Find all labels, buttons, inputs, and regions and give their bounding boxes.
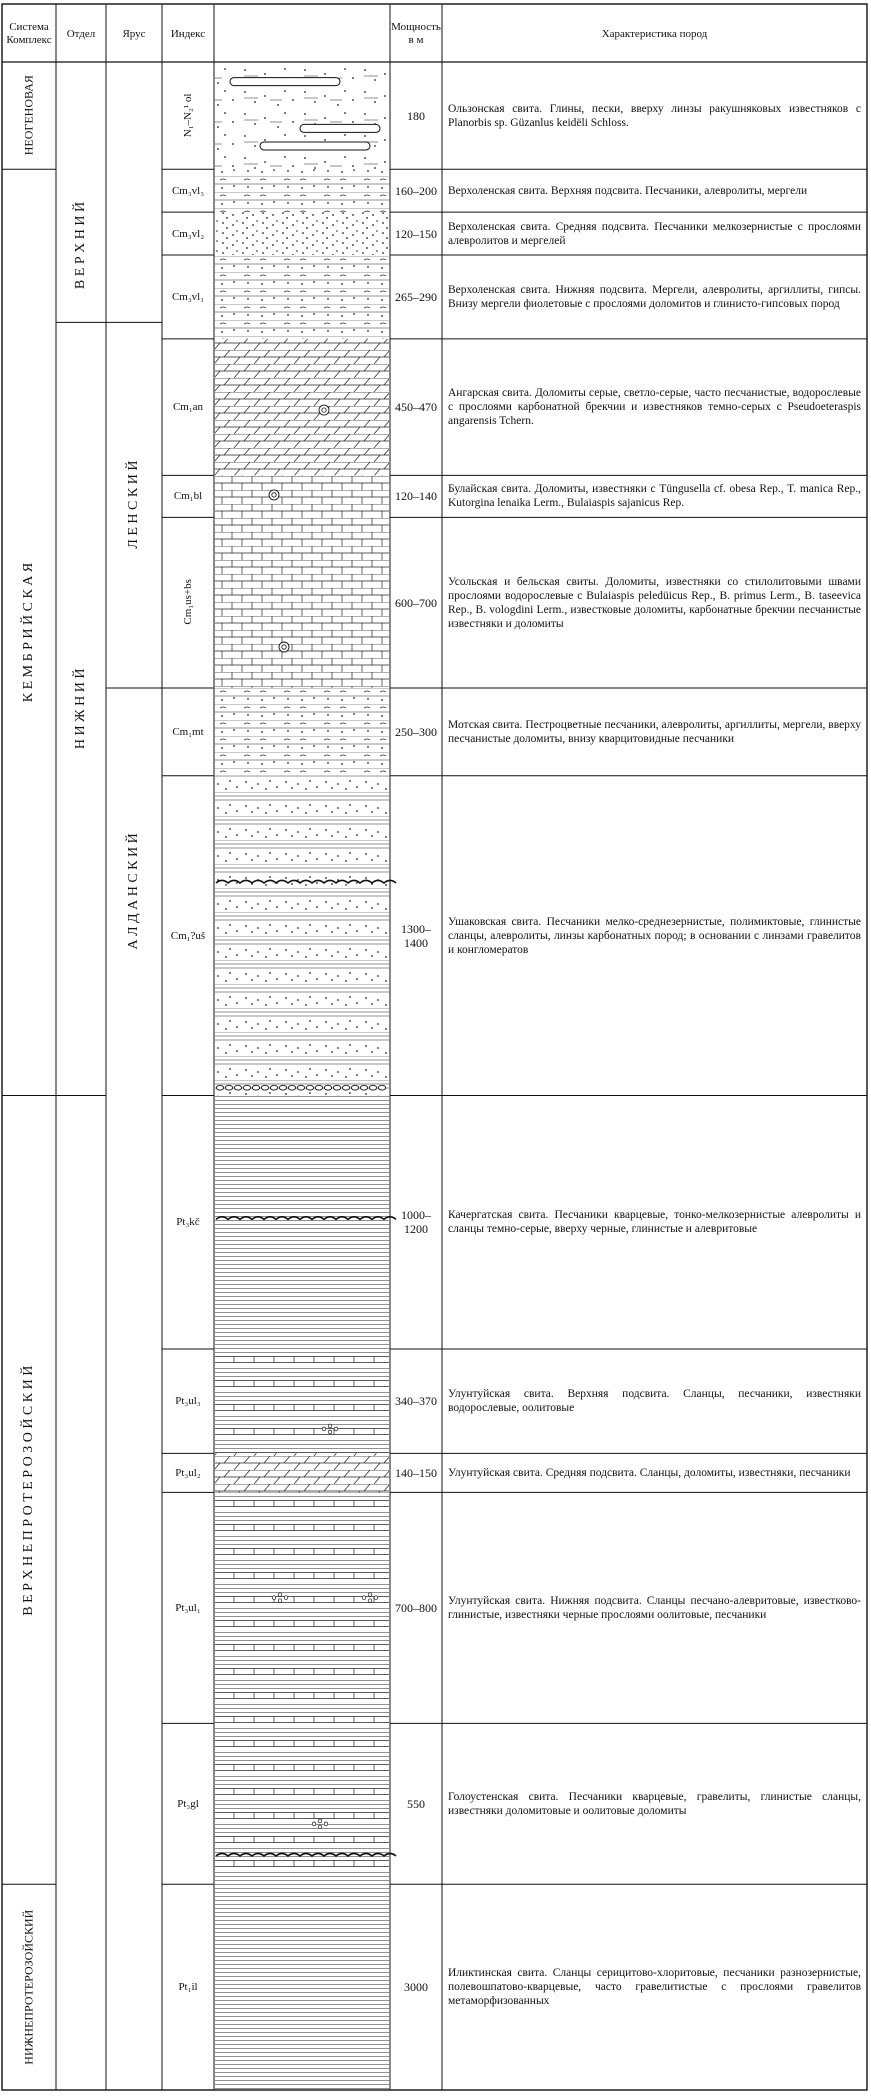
unit-description-3: Верхоленская свита. Нижняя подсвита. Мергели, алевролиты, аргиллиты, гипсы. Внизу мергели фиолетовые с прослоями доломитов и глинисто-гипсовых пород [448,283,861,310]
unit-thickness-3: 265–290 [395,289,437,304]
header-description: Характеристика пород [601,27,708,40]
header-thickness: Мощность в м [391,21,441,46]
lithology-12 [215,1492,389,1723]
unit-description-0: Ользонская свита. Глины, пески, вверху линзы ракушняковых известняков с Planorbis sp. Güzanlus keidëli Schloss. [448,102,861,129]
conglomerate-pebble [243,1085,250,1090]
conglomerate-pebble [234,1085,241,1090]
unit-index-14: Pt₁il [178,1981,198,1994]
conglomerate-pebble [225,1085,232,1090]
conglomerate-pebble [270,1085,277,1090]
conglomerate-pebble [288,1085,295,1090]
lithology-13 [215,1723,389,1884]
conglomerate-pebble [378,1085,385,1090]
unit-thickness-12: 700–800 [395,1600,437,1615]
unit-description-11: Улунтуйская свита. Средняя подсвита. Сланцы, доломиты, известняки, песчаники [448,1466,851,1479]
conglomerate-pebble [351,1085,358,1090]
oolite-symbol [368,1593,372,1597]
unit-index-5: Cm₁bl [173,490,203,503]
unit-index-0: N₁–N₂¹ ol [182,93,194,138]
system-label-1: К Е М Б Р И Й С К А Я [21,562,36,703]
unit-description-14: Иликтинская свита. Сланцы серицитово-хлоритовые, песчаники разнозернистые, полевошпатово-кварцевые, часто гравелитистые с прослоями гравелитов метаморфизованных [448,1967,861,2008]
oolite-symbol [328,1430,332,1434]
oolite-symbol [312,1822,316,1826]
conglomerate-pebble [369,1085,376,1090]
unit-description-7: Мотская свита. Пестроцветные песчаники, алевролиты, аргиллиты, мергели, вверху песчанистые доломиты, внизу кварцитовидные песчаники [448,718,861,745]
lithology-3 [215,255,389,339]
unit-description-4: Ангарская свита. Доломиты серые, светло-серые, часто песчанистые, водорослевые с прослоями карбонатной брекчии и известняков темно-серых с Pseudoeteraspis angarensis Tchern. [448,387,861,428]
lithology-7 [215,688,389,776]
unit-description-13: Голоустенская свита. Песчаники кварцевые, гравелиты, глинистые сланцы, известняки доломитовые и оолитовые доломиты [448,1790,861,1817]
header-index: Индекс [170,27,206,40]
oolite-symbol [318,1825,322,1829]
unit-index-3: Cm₃vl₁ [171,290,205,303]
unit-index-1: Cm₃vl₃ [171,184,205,197]
shell-lens [260,142,370,150]
unit-thickness-13: 550 [407,1796,425,1811]
conglomerate-pebble [324,1085,331,1090]
unit-index-12: Pt₃ul₁ [175,1601,201,1614]
system-label-2: В Е Р Х Н Е П Р О Т Е Р О З О Й С К И Й [21,1364,36,1615]
unit-index-2: Cm₃vl₂ [171,227,205,240]
unit-thickness-6: 600–700 [395,595,437,610]
conglomerate-pebble [315,1085,322,1090]
lithology-5 [215,475,389,517]
lithology-4 [215,339,389,476]
header-division: Отдел [66,27,96,40]
unit-description-2: Верхоленская свита. Средняя подсвита. Песчаники мелкозернистые с прослоями алевролитов и мергелей [448,220,861,247]
stage-label-0: Л Е Н С К И Й [126,461,141,550]
unit-description-8: Ушаковская свита. Песчаники мелко-среднезернистые, полимиктовые, глинистые сланцы, алевролиты, линзы карбонатных пород; в основании с линзами гравелитов и конгломератов [448,915,861,956]
unit-index-11: Pt₃ul₂ [175,1466,201,1479]
unit-thickness-7: 250–300 [395,724,437,739]
unit-thickness-8: 1300–1400 [401,921,431,950]
fossil-symbol [319,405,329,415]
lithology-1 [215,169,389,212]
lithology-6 [215,517,389,688]
unit-index-7: Cm₁mt [172,725,204,738]
unit-description-9: Качергатская свита. Песчаники кварцевые, тонко-мелкозернистые алевролиты и сланцы темно-серые, вверху черные, глинистые и алевритовые [448,1209,861,1236]
header-system: Система Комплекс [6,21,52,46]
unit-description-10: Улунтуйская свита. Верхняя подсвита. Сланцы, песчаники, известняки водорослевые, оолитовые [448,1388,861,1415]
oolite-symbol [278,1593,282,1597]
unit-thickness-2: 120–150 [395,226,437,241]
conglomerate-pebble [216,1085,223,1090]
unit-thickness-11: 140–150 [395,1465,437,1480]
unit-description-12: Улунтуйская свита. Нижняя подсвита. Сланцы песчано-алевритовые, известково-глинистые, известняки черные прослоями оолитовые, песчаники [448,1594,861,1621]
conglomerate-pebble [342,1085,349,1090]
system-label-0: НЕОГЕНОВАЯ [21,75,36,156]
oolite-symbol [368,1599,372,1603]
oolite-symbol [272,1596,276,1600]
unit-thickness-9: 1000–1200 [401,1208,431,1237]
unit-index-4: Cm₁an [172,401,204,414]
conglomerate-pebble [360,1085,367,1090]
conglomerate-pebble [279,1085,286,1090]
unit-index-10: Pt₃ul₃ [175,1395,201,1408]
unit-index-8: Cm₁?uš [170,929,206,942]
oolite-symbol [284,1596,288,1600]
unit-thickness-10: 340–370 [395,1394,437,1409]
unit-thickness-1: 160–200 [395,183,437,198]
conglomerate-pebble [297,1085,304,1090]
conglomerate-pebble [252,1085,259,1090]
division-label-1: Н И Ж Н И Й [73,668,88,750]
header-stage: Ярус [122,27,146,40]
oolite-symbol [324,1822,328,1826]
conglomerate-pebble [261,1085,268,1090]
lithology-9 [215,1096,389,1350]
oolite-symbol [328,1424,332,1428]
oolite-symbol [278,1599,282,1603]
shell-lens [230,78,340,86]
oolite-symbol [334,1427,338,1431]
unit-index-6: Cm₁us+bs [182,579,194,626]
division-label-0: В Е Р Х Н И Й [73,202,88,290]
oolite-symbol [322,1427,326,1431]
oolite-symbol [318,1819,322,1823]
unit-thickness-4: 450–470 [395,400,437,415]
lithology-8 [215,776,389,1096]
unit-thickness-5: 120–140 [395,489,437,504]
lithology-14 [215,1884,389,2090]
unit-description-6: Усольская и бельская свиты. Доломиты, известняки со стилолитовыми швами прослоями водорослевые с Bulaiaspis peledüicus Rep., B. primus Lerm., B. tasеevica Rep., B. vologdini Lerm., известковые доломиты, карбонатные брекчии песчанистые известняки и доломиты [448,575,861,630]
unit-description-1: Верхоленская свита. Верхняя подсвита. Песчаники, алевролиты, мергели [448,184,808,197]
oolite-symbol [374,1596,378,1600]
unit-index-9: Pt₃kč [176,1216,200,1229]
lithology-11 [215,1453,389,1492]
lithology-2 [215,212,389,255]
oolite-symbol [362,1596,366,1600]
fossil-symbol [269,490,279,500]
unit-thickness-0: 180 [407,108,425,123]
system-label-3: НИЖНЕПРОТЕРОЗОЙСКИЙ [21,1909,36,2065]
lithology-10 [215,1349,389,1453]
shell-lens [300,124,380,132]
fossil-symbol [279,642,289,652]
stage-label-1: А Л Д А Н С К И Й [126,833,141,950]
conglomerate-pebble [333,1085,340,1090]
conglomerate-pebble [306,1085,313,1090]
unit-thickness-14: 3000 [404,1980,428,1995]
unit-index-13: Pt₃gl [177,1797,199,1810]
unit-description-5: Булайская свита. Доломиты, известняки с Tüngusella cf. obesa Rep., T. manica Rep., Kutorgina lenaika Lerm., Bulaiaspis sajanicus Rep. [448,483,861,510]
